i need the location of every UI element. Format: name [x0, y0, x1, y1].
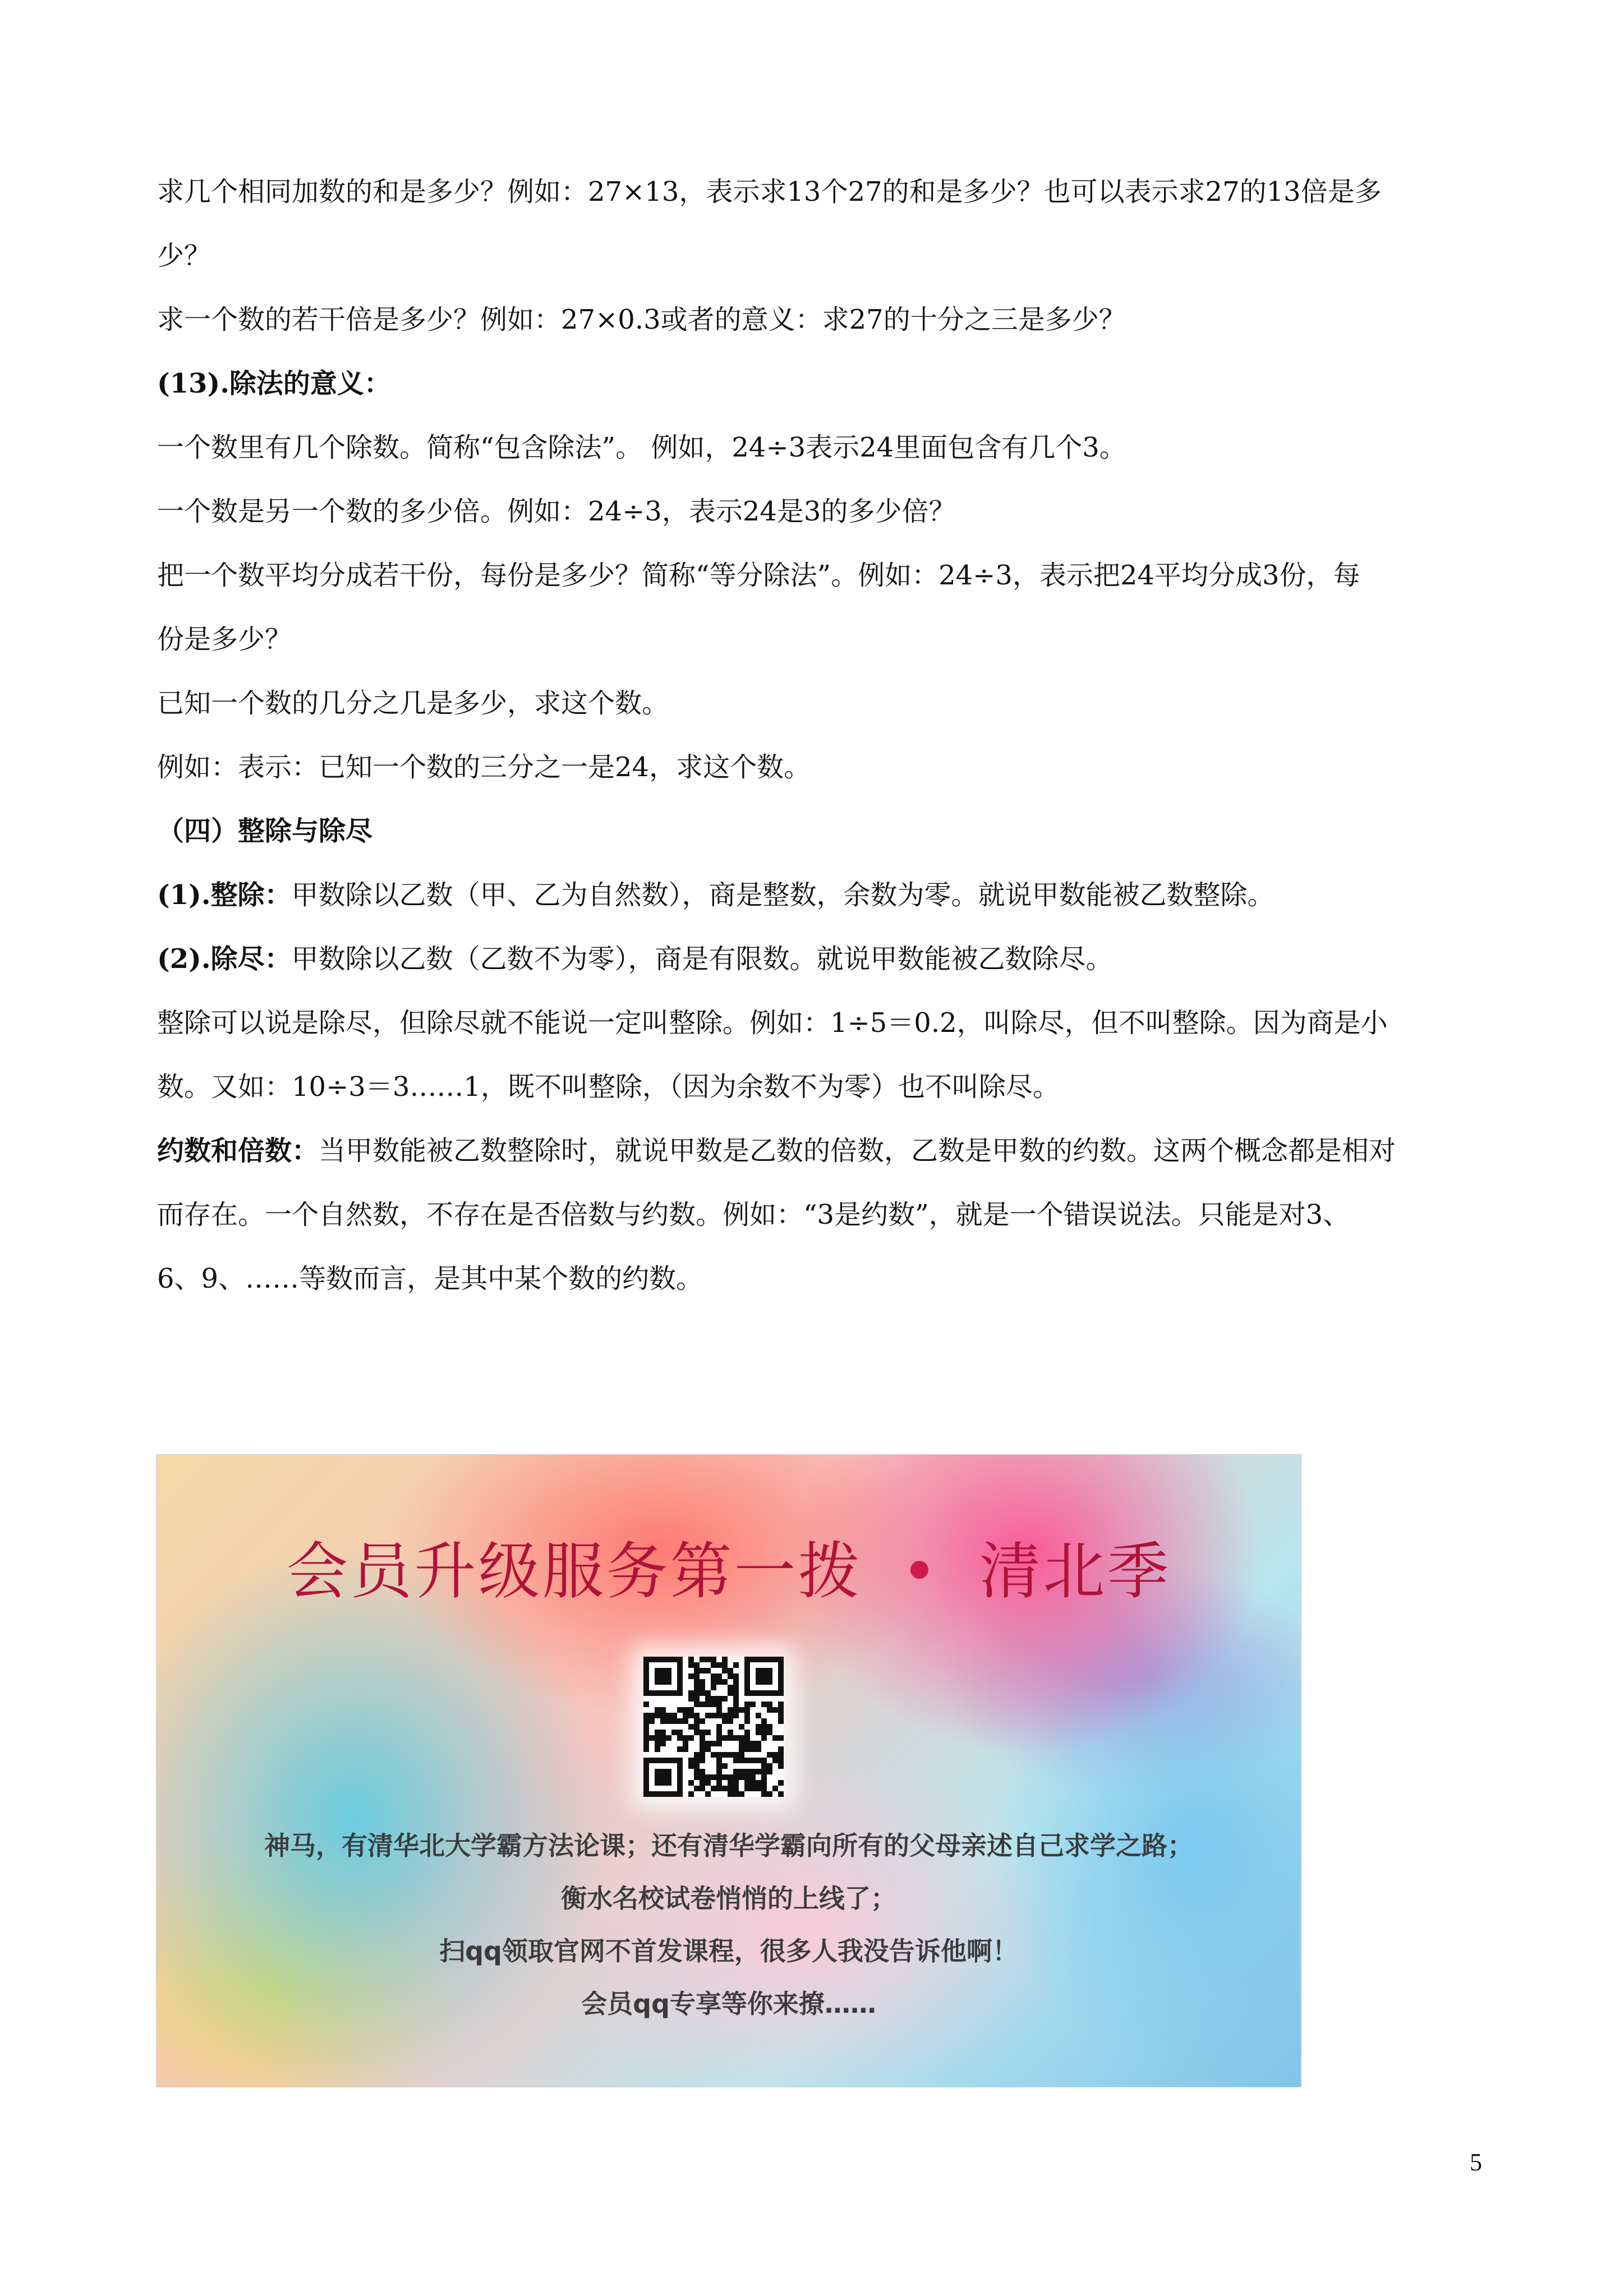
banner-line: 衡水名校试卷悄悄的上线了； [561, 1883, 896, 1914]
paragraph-text: 数。又如：10÷3＝3……1，既不叫整除，（因为余数不为零）也不叫除尽。 [157, 1071, 1060, 1103]
banner-line: 扫qq领取官网不首发课程，很多人我没告诉他啊！ [439, 1936, 1018, 1966]
paragraph [157, 735, 1492, 799]
paragraph-text: 求几个相同加数的和是多少？例如：27×13，表示求13个27的和是多少？也可以表示求27的13倍是多 [157, 176, 1382, 208]
qr-code-graphic [643, 1657, 784, 1797]
paragraph-text: 一个数是另一个数的多少倍。例如：24÷3，表示24是3的多少倍？ [157, 496, 956, 527]
paragraph-text: 甲数除以乙数（甲、乙为自然数），商是整数，余数为零。就说甲数能被乙数整除。 [291, 879, 1275, 911]
paragraph-text: 把一个数平均分成若干份，每份是多少？简称“等分除法”。例如：24÷3，表示把24平均分成3份，每 [157, 560, 1360, 591]
paragraph [157, 160, 1492, 224]
paragraph [157, 607, 1492, 671]
paragraph [157, 416, 1492, 480]
paragraph [157, 480, 1492, 543]
paragraph-text: 而存在。一个自然数，不存在是否倍数与约数。例如：“3是约数”，就是一个错误说法。只能是对3、 [157, 1199, 1350, 1230]
paragraph-text: 例如：表示：已知一个数的三分之一是24，求这个数。 [157, 751, 811, 783]
paragraph-text: 当甲数能被乙数整除时，就说甲数是乙数的倍数，乙数是甲数的约数。这两个概念都是相对 [319, 1135, 1396, 1167]
banner-title-dot: • [901, 1536, 940, 1607]
paragraph [157, 671, 1492, 735]
paragraph [157, 1247, 1492, 1311]
paragraph-text: 甲数除以乙数（乙数不为零），商是有限数。就说甲数能被乙数除尽。 [291, 943, 1113, 975]
paragraph [157, 543, 1492, 607]
paragraph-text: 份是多少？ [157, 624, 292, 655]
paragraph [157, 224, 1492, 288]
document-body [157, 160, 1492, 1311]
banner-line: 神马，有清华北大学霸方法论课；还有清华学霸向所有的父母亲述自己求学之路； [264, 1831, 1193, 1861]
section-heading [157, 352, 1492, 416]
paragraph [157, 863, 1492, 927]
qr-code-icon[interactable] [643, 1657, 784, 1797]
paragraph-text: 少？ [157, 240, 211, 271]
term-label: (1).整除： [157, 879, 292, 911]
paragraph [157, 927, 1492, 991]
term-label: 约数和倍数： [157, 1135, 319, 1167]
paragraph-text: 一个数里有几个除数。简称“包含除法”。 例如，24÷3表示24里面包含有几个3。 [157, 432, 1126, 463]
promo-banner [156, 1454, 1301, 2087]
heading-text: (13).除法的意义： [157, 368, 391, 399]
heading-text: （四）整除与除尽 [157, 815, 373, 847]
banner-line: 会员qq专享等你来撩…… [581, 1989, 876, 2019]
paragraph-text: 整除可以说是除尽，但除尽就不能说一定叫整除。例如：1÷5＝0.2，叫除尽，但不叫整除。因为商是小 [157, 1007, 1388, 1039]
paragraph-text: 6、9、……等数而言，是其中某个数的约数。 [157, 1263, 703, 1294]
banner-title [157, 1522, 1301, 1611]
paragraph-text: 已知一个数的几分之几是多少，求这个数。 [157, 688, 669, 719]
paragraph [157, 1183, 1492, 1247]
paragraph [157, 991, 1492, 1055]
paragraph-text: 求一个数的若干倍是多少？例如：27×0.3或者的意义：求27的十分之三是多少？ [157, 304, 1126, 335]
term-label: (2).除尽： [157, 943, 292, 975]
paragraph [157, 1055, 1492, 1119]
banner-title-right: 清北季 [979, 1536, 1171, 1607]
paragraph [157, 288, 1492, 352]
banner-title-left: 会员升级服务第一拨 [286, 1536, 862, 1607]
banner-text [157, 1819, 1301, 2030]
page-number: 5 [1470, 2149, 1482, 2176]
paragraph [157, 1119, 1492, 1183]
section-heading [157, 799, 1492, 863]
